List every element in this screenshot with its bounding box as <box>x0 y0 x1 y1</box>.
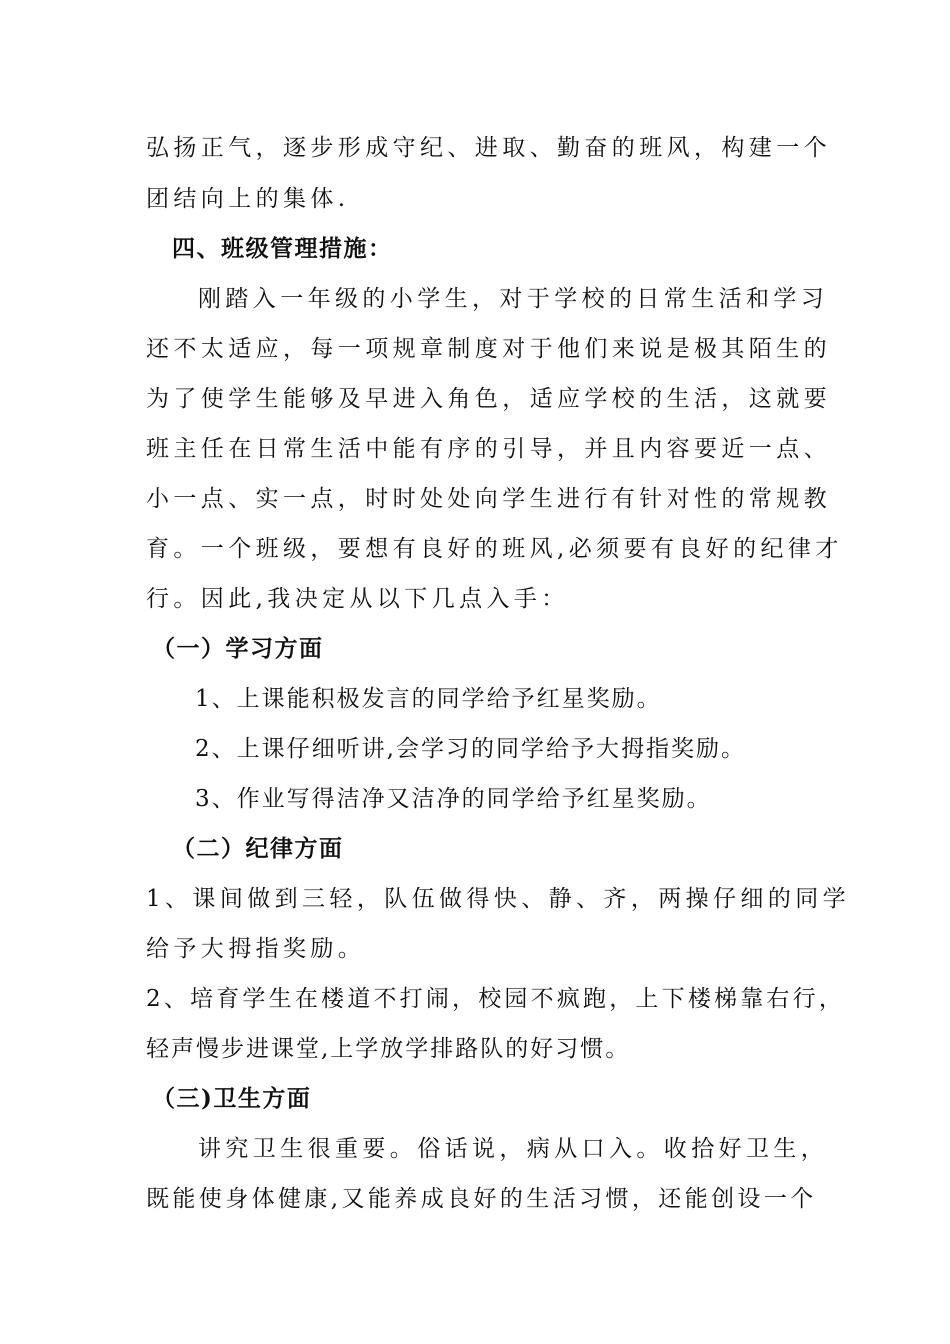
subsection-heading: （二）纪律方面 <box>172 835 344 862</box>
paragraph-line: 为了使学生能够及早进入角色，适应学校的生活，这就要 <box>146 386 831 412</box>
paragraph-line: 班主任在日常生活中能有序的引导，并且内容要近一点、 <box>146 436 831 462</box>
paragraph-line: 育。一个班级，要想有良好的班风,必须要有良好的纪律才 <box>146 536 843 562</box>
subsection-heading: （三)卫生方面 <box>152 1085 312 1112</box>
list-item: 2、上课仔细听讲,会学习的同学给予大拇指奖励。 <box>195 736 746 762</box>
list-item: 1、上课能积极发言的同学给予红星奖励。 <box>195 686 662 712</box>
paragraph-line: 刚踏入一年级的小学生，对于学校的日常生活和学习 <box>198 286 829 312</box>
list-item: 2、培育学生在楼道不打闹，校园不疯跑，上下楼梯靠右行， <box>146 986 846 1012</box>
list-item: 1、课间做到三轻，队伍做得快、静、齐，两操仔细的同学 <box>146 886 851 912</box>
paragraph-line: 给予大拇指奖励。 <box>146 936 366 962</box>
list-item: 3、作业写得洁净又洁净的同学给予红星奖励。 <box>195 786 712 812</box>
paragraph-line: 既能使身体健康,又能养成良好的生活习惯，还能创设一个 <box>146 1186 817 1212</box>
section-heading: 四、班级管理措施： <box>172 235 393 262</box>
paragraph-line: 行。因此,我决定从以下几点入手： <box>146 586 569 612</box>
paragraph-line: 讲究卫生很重要。俗话说，病从口入。收拾好卫生， <box>198 1136 829 1162</box>
paragraph-line: 弘扬正气，逐步形成守纪、进取、勤奋的班风，构建一个 <box>146 135 831 161</box>
paragraph-line: 团结向上的集体. <box>146 186 350 212</box>
paragraph-line: 轻声慢步进课堂,上学放学排路队的好习惯。 <box>146 1036 631 1062</box>
subsection-heading: （一）学习方面 <box>152 635 324 662</box>
paragraph-line: 还不太适应，每一项规章制度对于他们来说是极其陌生的 <box>146 336 831 362</box>
paragraph-line: 小一点、实一点，时时处处向学生进行有针对性的常规教 <box>146 486 831 512</box>
